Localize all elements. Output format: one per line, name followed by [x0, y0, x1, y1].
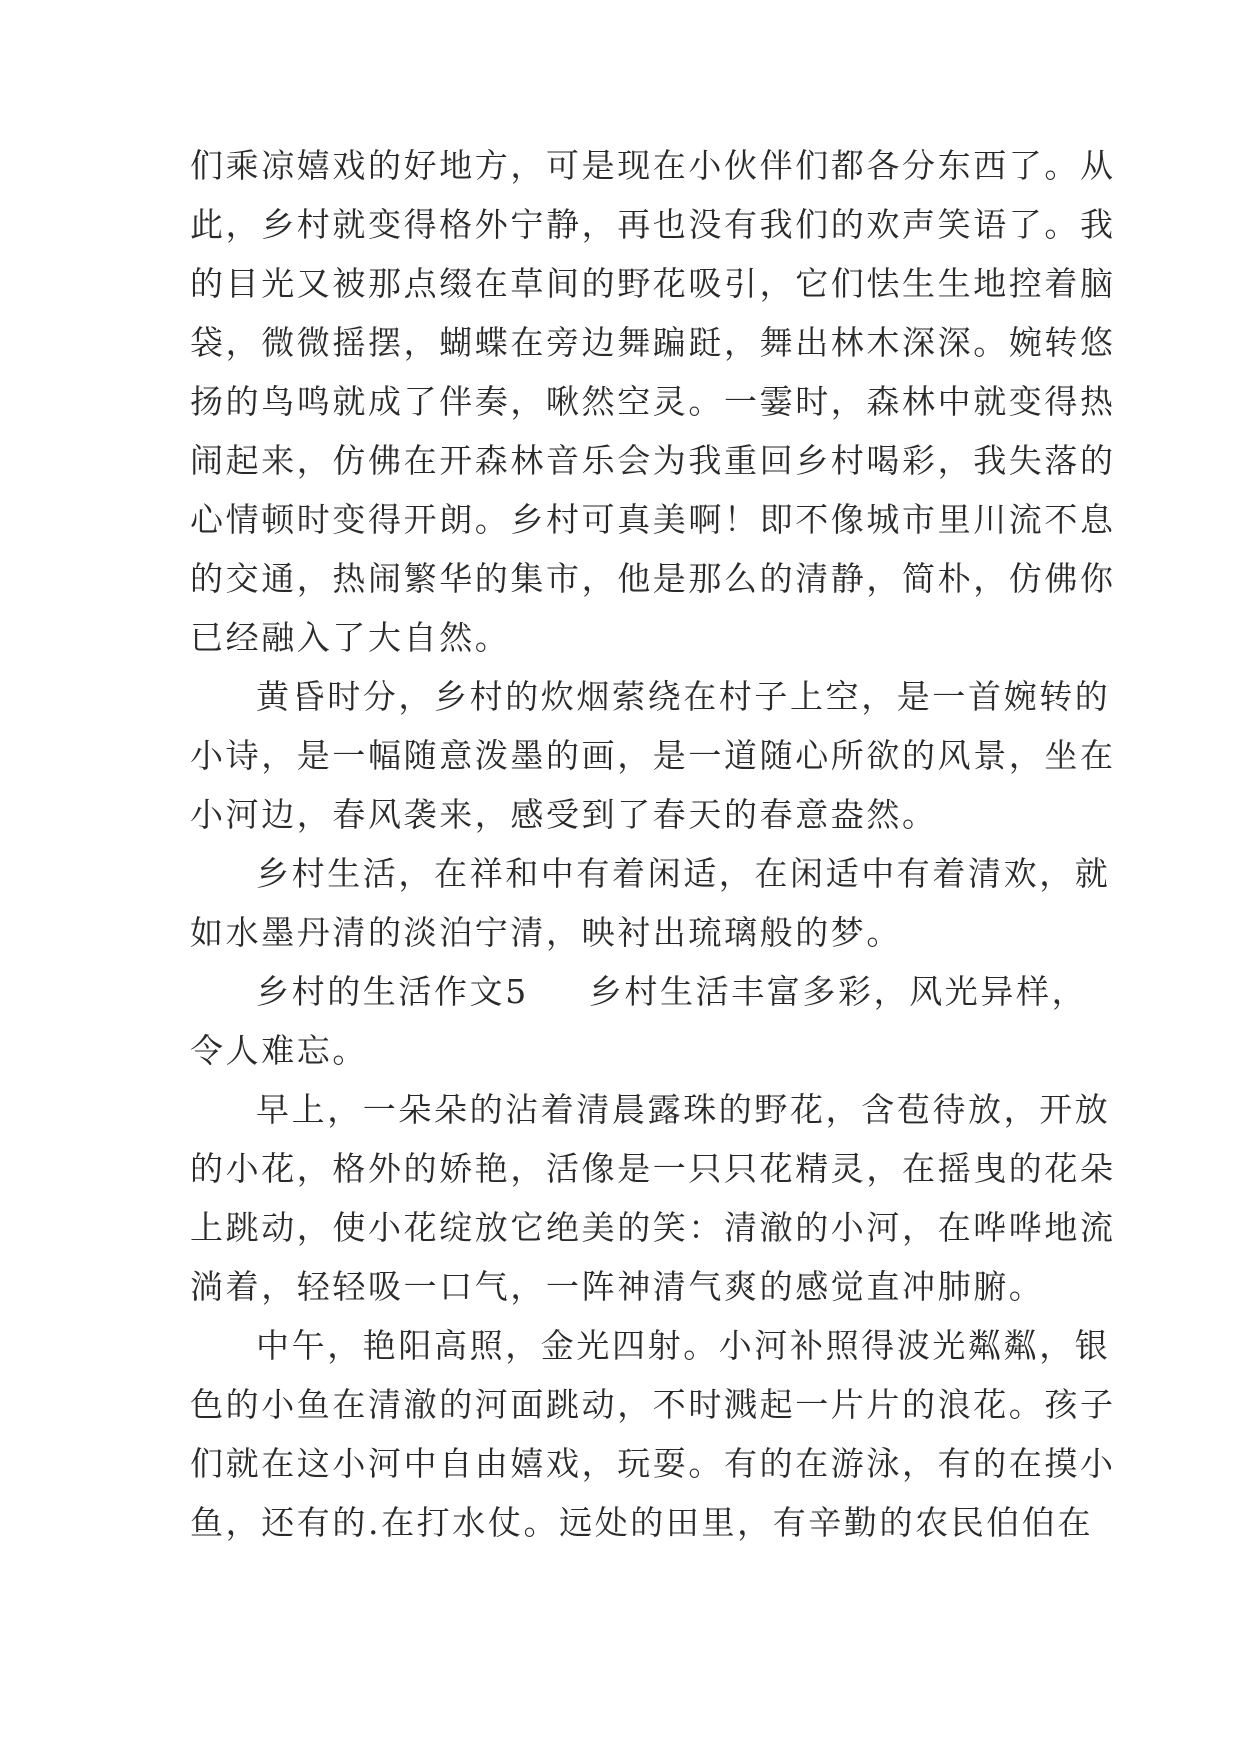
text-line: 小河边，春风袭来，感受到了春天的春意盎然。 [190, 795, 938, 834]
text-line: 的小花，格外的娇艳，活像是一只只花精灵，在摇曳的花朵 [190, 1149, 1116, 1188]
text-line: 鱼，还有的.在打水仗。远处的田里，有辛勤的农民伯伯在 [190, 1503, 1094, 1542]
section-heading-line [256, 972, 1136, 1012]
section-opening-text: 乡村生活丰富多彩，风光异样， [588, 972, 1088, 1011]
paragraph-first-line: 黄昏时分，乡村的炊烟萦绕在村子上空，是一首婉转的 [256, 677, 1111, 716]
text-line: 色的小鱼在清澈的河面跳动，不时溅起一片片的浪花。孩子 [190, 1385, 1116, 1424]
text-line: 令人难忘。 [190, 1031, 368, 1070]
text-line: 的交通，热闹繁华的集市，他是那么的清静，简朴，仿佛你 [190, 559, 1116, 598]
text-line: 已经融入了大自然。 [190, 618, 511, 657]
paragraph-first-line: 中午，艳阳高照，金光四射。小河补照得波光粼粼，银 [256, 1326, 1111, 1365]
text-line: 小诗，是一幅随意泼墨的画，是一道随心所欲的风景，坐在 [190, 736, 1116, 775]
text-line: 扬的鸟鸣就成了伴奏，啾然空灵。一霎时，森林中就变得热 [190, 382, 1116, 421]
text-line: 闹起来，仿佛在开森林音乐会为我重回乡村喝彩，我失落的 [190, 441, 1116, 480]
text-line: 的目光又被那点缀在草间的野花吸引，它们怯生生地控着脑 [190, 264, 1116, 303]
paragraph-first-line: 早上，一朵朵的沾着清晨露珠的野花，含苞待放，开放 [256, 1090, 1111, 1129]
text-line: 上跳动，使小花绽放它绝美的笑：清澈的小河，在哗哗地流 [190, 1208, 1116, 1247]
paragraph-first-line: 乡村生活，在祥和中有着闲适，在闲适中有着清欢，就 [256, 854, 1111, 893]
text-line: 们就在这小河中自由嬉戏，玩耍。有的在游泳，有的在摸小 [190, 1444, 1116, 1483]
text-line: 们乘凉嬉戏的好地方，可是现在小伙伴们都各分东西了。从 [190, 146, 1116, 185]
text-line: 心情顿时变得开朗。乡村可真美啊！即不像城市里川流不息 [190, 500, 1116, 539]
text-line: 淌着，轻轻吸一口气，一阵神清气爽的感觉直冲肺腑。 [190, 1267, 1045, 1306]
text-line: 此，乡村就变得格外宁静，再也没有我们的欢声笑语了。我 [190, 205, 1116, 244]
section-heading: 乡村的生活作文5 [256, 972, 529, 1011]
text-line: 如水墨丹清的淡泊宁清，映衬出琉璃般的梦。 [190, 913, 902, 952]
text-line: 袋，微微摇摆，蝴蝶在旁边舞蹁跹，舞出林木深深。婉转悠 [190, 323, 1116, 362]
